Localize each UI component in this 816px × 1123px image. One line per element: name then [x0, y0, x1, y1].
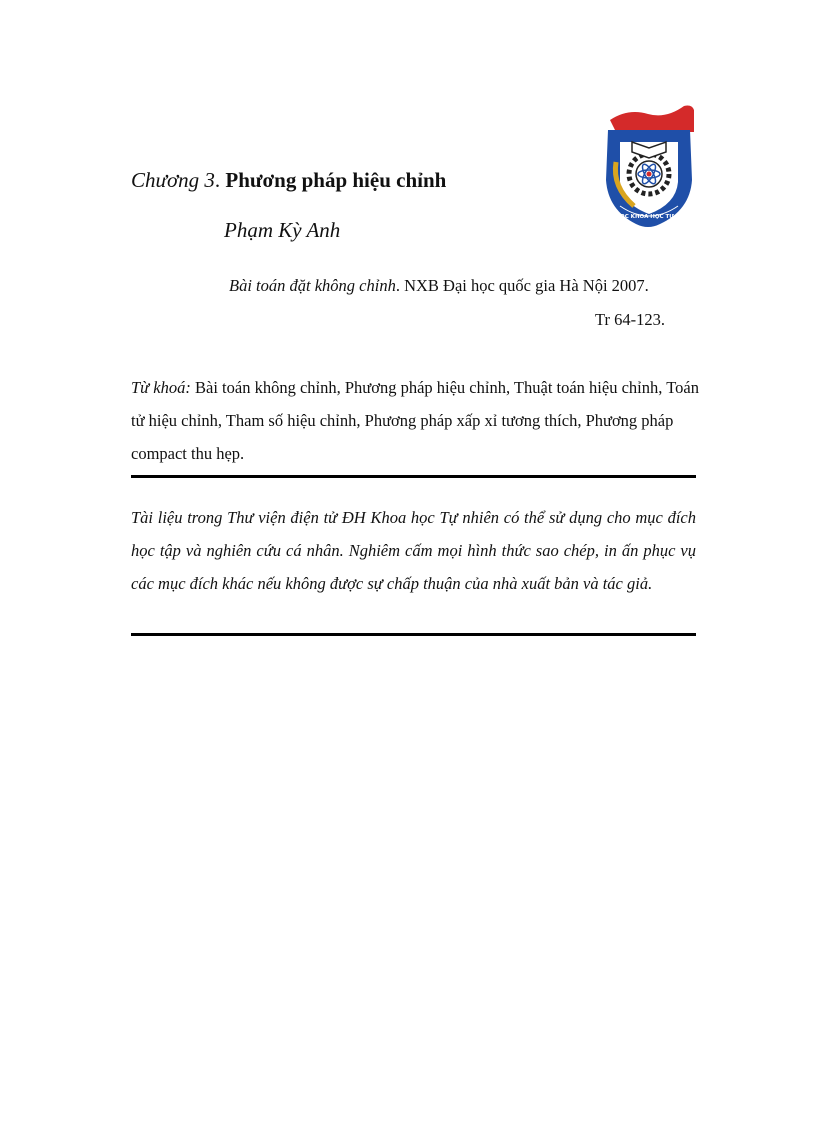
- keywords: [131, 371, 706, 470]
- page-range: Tr 64-123.: [595, 310, 665, 329]
- divider-top: [131, 475, 696, 478]
- keywords-label: Từ khoá:: [131, 378, 191, 397]
- usage-notice: Tài liệu trong Thư viện điện tử ĐH Khoa học Tự nhiên có thể sử dụng cho mục đích học tập và nghiên cứu cá nhân. Nghiêm cấm mọi hình thức sao chép, in ấn phục vụ các mục đích khác nếu không được sự chấp thuận của nhà xuất bản và tác giả.: [131, 508, 696, 593]
- svg-text:ĐẠI HỌC KHOA HỌC TỰ NHIÊN: ĐẠI HỌC KHOA HỌC TỰ NHIÊN: [602, 214, 696, 220]
- divider-bottom: [131, 633, 696, 636]
- chapter-title: Phương pháp hiệu chỉnh: [225, 168, 447, 192]
- chapter-heading: Chương 3. Phương pháp hiệu chỉnh: [131, 168, 447, 192]
- author-name: Phạm Kỳ Anh: [224, 218, 341, 242]
- citation: Bài toán đặt không chỉnh. NXB Đại học quốc gia Hà Nội 2007.: [229, 276, 649, 295]
- chapter-label: Chương 3: [131, 168, 215, 192]
- university-logo-icon: [598, 102, 698, 230]
- book-title: Bài toán đặt không chỉnh: [229, 276, 396, 295]
- publisher: NXB Đại học quốc gia Hà Nội 2007.: [404, 276, 649, 295]
- keywords-text: Bài toán không chỉnh, Phương pháp hiệu chỉnh, Thuật toán hiệu chỉnh, Toán tử hiệu chỉnh, Tham số hiệu chỉnh, Phương pháp xấp xỉ tương thích, Phương pháp compact thu hẹp.: [131, 378, 699, 463]
